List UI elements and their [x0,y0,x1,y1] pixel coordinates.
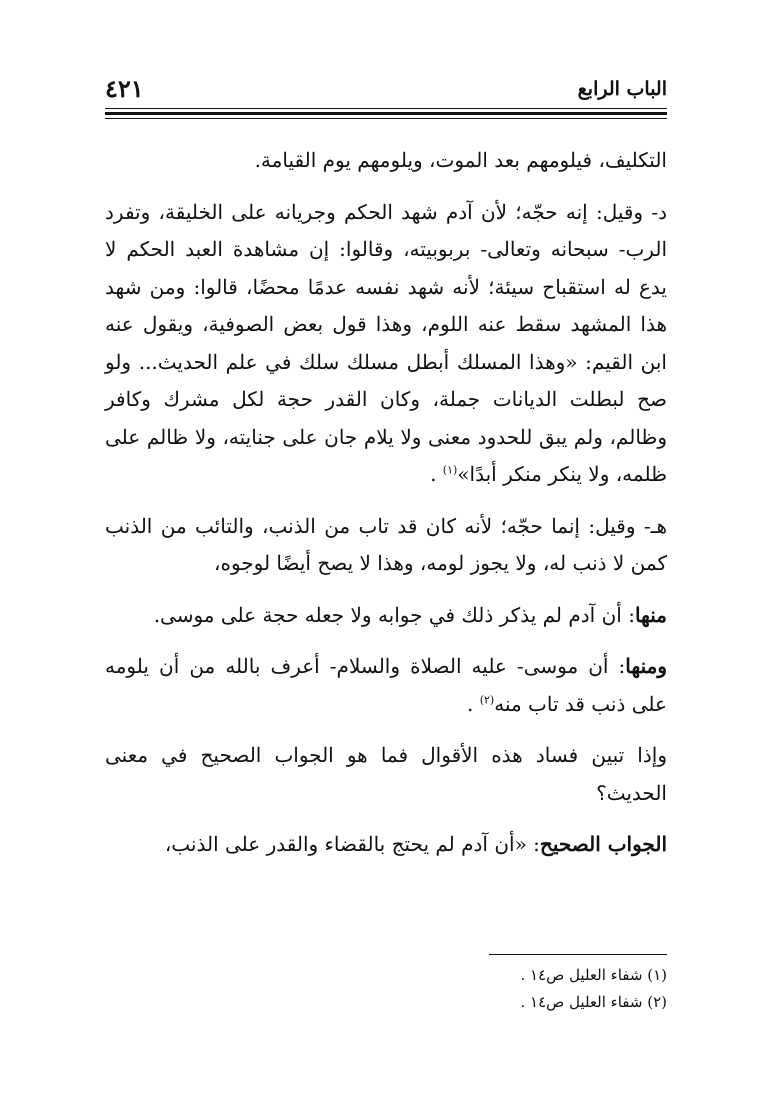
paragraph-6-text: وإذا تبين فساد هذه الأقوال فما هو الجواب الصحيح في معنى الحديث؟ [105,743,667,805]
footnote-1: (١) شفاء العليل ص١٤ . [520,966,667,984]
paragraph-3-text: هـ- وقيل: إنما حجّه؛ لأنه كان قد تاب من الذنب، والتائب من الذنب كمن لا ذنب له، ولا يجوز لومه، وهذا لا يصح أيضًا لوجوه، [105,513,667,575]
paragraph-3 [105,508,667,583]
paragraph-7-lead: الجواب الصحيح [539,832,667,856]
paragraph-6 [105,737,667,812]
paragraph-2-tail: . [430,462,443,486]
footnote-ref-1: (١) [442,463,458,477]
body-text [105,142,667,864]
paragraph-5 [105,648,667,723]
chapter-title: الباب الرابع [577,78,667,100]
header-rule-thin-top [105,108,667,109]
header-rule-thick [105,112,667,115]
footnote-2: (٢) شفاء العليل ص١٤ . [520,993,667,1011]
footnote-ref-2: (٢) [479,692,495,706]
header-rule-thin-bottom [105,118,667,119]
paragraph-7-text: : «أن آدم لم يحتج بالقضاء والقدر على الذنب، [164,832,540,856]
footnotes [105,962,667,1016]
paragraph-7 [105,826,667,864]
paragraph-5-lead: ومنها [625,654,667,678]
footnote-separator [489,954,667,955]
paragraph-2 [105,194,667,494]
paragraph-1 [105,142,667,180]
paragraph-2-text: د- وقيل: إنه حجّه؛ لأن آدم شهد الحكم وجريانه على الخليقة، وتفرد الرب- سبحانه وتعالى- بربوبيته، وقالوا: إن مشاهدة العبد الحكم لا يدع له استقباح سيئة؛ لأنه شهد نفسه عدمًا محضًا، قالوا: ومن شهد هذا المشهد سقط عنه اللوم، وهذا قول بعض الصوفية، ويقول عنه ابن القيم: «وهذا المسلك أبطل مسلك سلك في علم الحديث... ولو صح لبطلت الديانات جملة، وكان القدر حجة لكل مشرك وكافر وظالم، ولم يبق للحدود معنى ولا يلام جان على جنايته، ولا ظالم على ظلمه، ولا ينكر منكر أبدًا» [105,199,667,486]
paragraph-1-text: التكليف، فيلومهم بعد الموت، ويلومهم يوم القيامة. [254,148,667,172]
paragraph-4 [105,597,667,635]
paragraph-5-tail: . [466,691,480,716]
paragraph-5-text: : أن موسى- عليه الصلاة والسلام- أعرف بالله من أن يلومه على ذنب قد تاب منه [105,654,667,716]
running-header [105,74,667,108]
paragraph-4-lead: منها [634,602,667,627]
page-number: ٤٢١ [105,74,144,103]
paragraph-4-text: : أن آدم لم يذكر ذلك في جوابه ولا جعله حجة على موسى. [153,602,635,627]
